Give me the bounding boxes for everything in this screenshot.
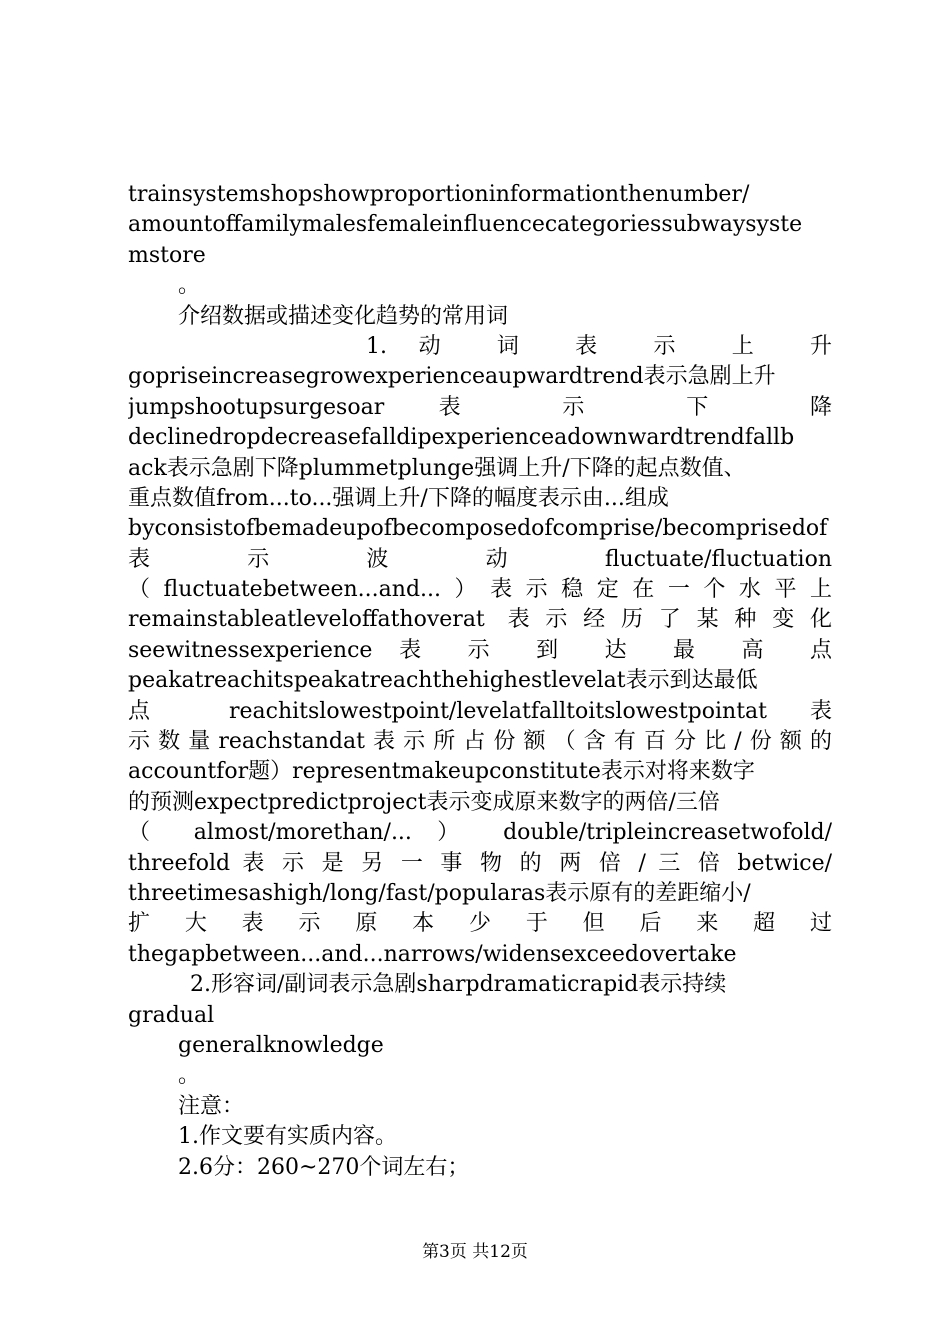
text-line: 重点数值from...to...强调上升/下降的幅度表示由...组成	[128, 485, 669, 511]
text-line: 的预测expectpredictproject表示变成原来数字的两倍/三倍	[128, 789, 720, 815]
text-line: peakatreachitspeakatreachthehighestlevelat表示到达最低	[128, 668, 758, 694]
text-line: amountoffamilymalesfemaleinfluencecategoriessubwaysyste	[128, 212, 803, 238]
note-heading: 注意：	[178, 1093, 245, 1119]
text-line: 表 示 波 动 fluctuate/fluctuation	[128, 546, 832, 572]
subsection-heading: 2.形容词/副词表示急剧sharpdramaticrapid表示持续	[190, 972, 727, 998]
text-line: remainstableatleveloffathoverat 表示经历了某种变化	[128, 607, 832, 633]
text-line: trainsystemshopshowproportioninformationthenumber/	[128, 182, 750, 207]
section-heading: 介绍数据或描述变化趋势的常用词	[178, 303, 509, 329]
text-line: byconsistofbemadeupofbecomposedofcomprise/becomprisedof	[128, 516, 828, 542]
text-line: thegapbetween...and...narrows/widensexceedovertake	[128, 941, 737, 967]
text-line: jumpshootupsurgesoar 表 示 下 降	[128, 394, 832, 420]
text-line: 1. 动 词 表 示 上 升	[366, 333, 832, 359]
text-line: accountfor题）representmakeupconstitute表示对将来数字	[128, 759, 755, 785]
text-line: （fluctuatebetween...and...）表示稳定在一个水平上	[128, 577, 832, 603]
text-line: gopriseincreasegrowexperienceaupwardtrend表示急剧上升	[128, 364, 776, 390]
text-line: ack表示急剧下降plummetplunge强调上升/下降的起点数值、	[128, 455, 746, 481]
page-number-footer: 第3页 共12页	[422, 1242, 528, 1262]
text-line: 点 reachitslowestpoint/levelatfalltoitslowestpointat 表	[128, 698, 832, 724]
text-line: 。	[178, 1063, 201, 1089]
text-line: seewitnessexperience 表 示 到 达 最 高 点	[128, 637, 832, 663]
note-item: 1.作文要有实质内容。	[178, 1124, 397, 1150]
text-line: declinedropdecreasefalldipexperienceadownwardtrendfallb	[128, 425, 795, 451]
text-line: mstore	[128, 242, 206, 268]
text-line: 。	[178, 273, 201, 299]
text-line: threefold 表 示 是 另 一 事 物 的 两 倍 / 三 倍 betwice/	[128, 850, 832, 876]
text-line: （ almost/morethan/... ） double/tripleincreasetwofold/	[128, 820, 832, 846]
document-body	[128, 180, 832, 1183]
text-line: gradual	[128, 1002, 215, 1028]
note-item: 2.6分：260~270个词左右；	[178, 1154, 470, 1180]
text-line: generalknowledge	[178, 1032, 384, 1058]
text-line: threetimesashigh/long/fast/popularas表示原有的差距缩小/	[128, 880, 751, 906]
text-line: 扩 大 表 示 原 本 少 于 但 后 来 超 过	[128, 911, 832, 937]
text-line: 示数量reachstandat表示所占份额（含有百分比/份额的	[128, 729, 832, 755]
